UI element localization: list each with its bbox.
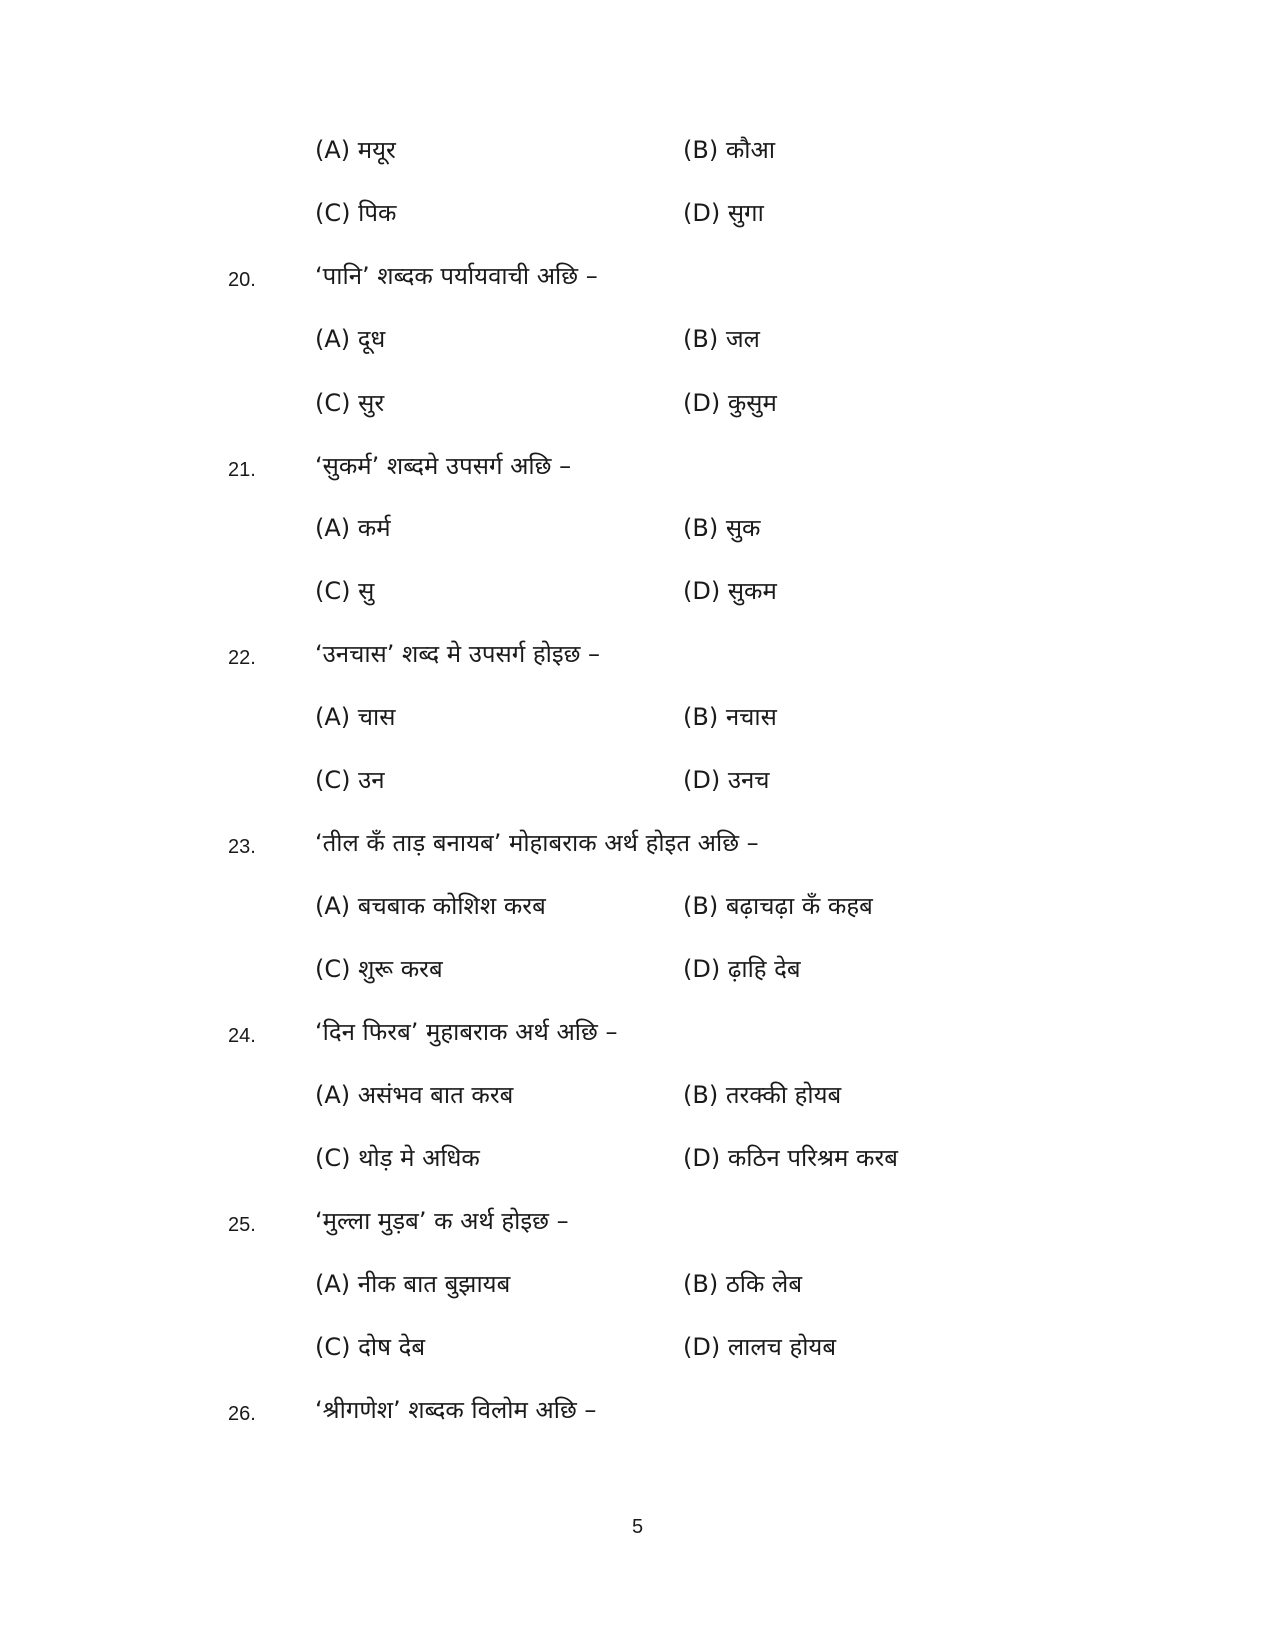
- option-d: (D) कठिन परिश्रम करब: [683, 1144, 898, 1172]
- question-text: ‘श्रीगणेश’ शब्दक विलोम अछि –: [315, 1396, 597, 1424]
- option-d: (D) सुगा: [683, 199, 764, 227]
- option-c: (C) दोष देब: [315, 1333, 426, 1361]
- options-row: [0, 886, 1275, 926]
- option-c: (C) उन: [315, 766, 385, 794]
- option-a: (A) असंभव बात करब: [315, 1081, 514, 1109]
- option-b: (B) ठकि लेब: [683, 1270, 803, 1298]
- question-number: 24.: [228, 1025, 256, 1047]
- option-b: (B) जल: [683, 325, 760, 353]
- option-d: (D) कुसुम: [683, 389, 777, 417]
- question-text: ‘मुल्ला मुड़ब’ क अर्थ होइछ –: [315, 1207, 569, 1235]
- option-a: (A) चास: [315, 703, 396, 731]
- question-text: ‘दिन फिरब’ मुहाबराक अर्थ अछि –: [315, 1018, 618, 1046]
- options-row: [0, 383, 1275, 423]
- option-b: (B) नचास: [683, 703, 777, 731]
- option-c: (C) थोड़ मे अधिक: [315, 1144, 480, 1172]
- option-b: (B) तरक्की होयब: [683, 1081, 842, 1109]
- question-number: 21.: [228, 459, 256, 481]
- question-row: [0, 634, 1275, 674]
- option-a: (A) मयूर: [315, 136, 396, 164]
- question-row: [0, 1390, 1275, 1430]
- question-number: 22.: [228, 647, 256, 669]
- page-number: 5: [631, 1516, 644, 1538]
- option-a: (A) बचबाक कोशिश करब: [315, 892, 546, 920]
- option-b: (B) कौआ: [683, 136, 775, 164]
- options-row: [0, 1327, 1275, 1367]
- question-row: [0, 823, 1275, 863]
- options-row: [0, 193, 1275, 233]
- question-row: [0, 256, 1275, 296]
- options-row: [0, 949, 1275, 989]
- options-row: [0, 1075, 1275, 1115]
- question-text: ‘पानि’ शब्दक पर्यायवाची अछि –: [315, 262, 598, 290]
- option-d: (D) उनच: [683, 766, 770, 794]
- option-c: (C) शुरू करब: [315, 955, 443, 983]
- options-row: [0, 760, 1275, 800]
- question-number: 23.: [228, 836, 256, 858]
- options-row: [0, 130, 1275, 170]
- option-d: (D) लालच होयब: [683, 1333, 837, 1361]
- option-c: (C) सुर: [315, 389, 385, 417]
- options-row: [0, 319, 1275, 359]
- question-row: [0, 1012, 1275, 1052]
- question-number: 20.: [228, 269, 256, 291]
- option-c: (C) पिक: [315, 199, 397, 227]
- question-text: ‘उनचास’ शब्द मे उपसर्ग होइछ –: [315, 640, 601, 668]
- question-number: 25.: [228, 1214, 256, 1236]
- option-a: (A) दूध: [315, 325, 386, 353]
- option-b: (B) बढ़ाचढ़ा कँ कहब: [683, 892, 873, 920]
- option-d: (D) सुकम: [683, 577, 777, 605]
- options-row: [0, 508, 1275, 548]
- options-row: [0, 571, 1275, 611]
- question-text: ‘सुकर्म’ शब्दमे उपसर्ग अछि –: [315, 452, 572, 480]
- option-a: (A) कर्म: [315, 514, 391, 542]
- option-b: (B) सुक: [683, 514, 761, 542]
- question-text: ‘तील कँ ताड़ बनायब’ मोहाबराक अर्थ होइत अछि –: [315, 829, 759, 857]
- options-row: [0, 1138, 1275, 1178]
- option-d: (D) ढ़ाहि देब: [683, 955, 801, 983]
- options-row: [0, 1264, 1275, 1304]
- options-row: [0, 697, 1275, 737]
- option-a: (A) नीक बात बुझायब: [315, 1270, 511, 1298]
- question-row: [0, 446, 1275, 486]
- option-c: (C) सु: [315, 577, 375, 605]
- question-row: [0, 1201, 1275, 1241]
- question-number: 26.: [228, 1403, 256, 1425]
